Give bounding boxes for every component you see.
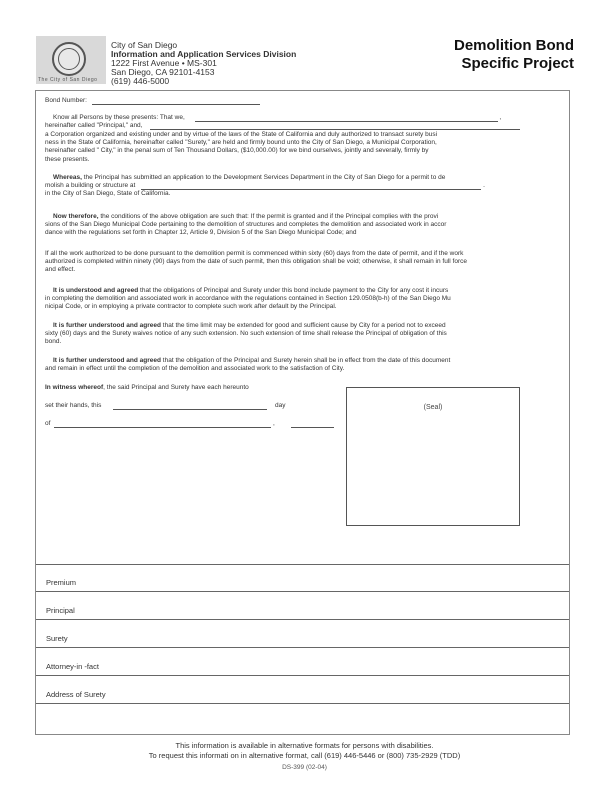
p7-text-a: that the obligation of the Principal and Surety herein shall be in effect from the date of this document: [160, 357, 451, 364]
p1-text-d: ness in the State of California, hereinafter called "Surety," are held and firmly bound unto the City of San Diego, a Municipal Corporation,: [45, 139, 437, 147]
p3-body: [45, 213, 570, 238]
address-line-2: San Diego, CA 92101-4153: [111, 67, 215, 77]
p1-line-a: Know all Persons by these presents: That we, ,: [53, 114, 502, 121]
signature-row-premium[interactable]: [36, 564, 569, 592]
p7-bold: It is further understood and agreed: [53, 357, 161, 364]
day-label: day: [275, 402, 286, 409]
p1-text-f: these presents.: [45, 155, 90, 163]
p5-text-b: in completing the demolition and associated work in accordance with the regulations contained in Section 129.0508(b-h) of the San Diego Mu: [45, 295, 451, 303]
phone: (619) 446-5000: [111, 76, 170, 86]
p6-bold: It is further understood and agreed: [53, 322, 161, 329]
seal-label: (Seal): [423, 404, 443, 411]
p4-text-a: If all the work authorized to be done pursuant to the demolition permit is commenced within sixty (60) days from the date of permit, and if the work: [45, 250, 464, 257]
p1-text-c: a Corporation organized and existing under and by virtue of the laws of the State of California and duly authorized to transact surety busi: [45, 131, 438, 138]
witness-text: , the said Principal and Surety have each hereunto: [103, 384, 249, 391]
footer-line-1: This information is available in alternative formats for persons with disabilities.: [175, 741, 434, 750]
bond-number-row: [45, 97, 260, 105]
attorney-in-fact-label: Attorney-in -fact: [46, 662, 99, 671]
set-hands-line: [45, 402, 285, 410]
seal-box[interactable]: [346, 387, 520, 526]
signature-row-surety[interactable]: [36, 620, 569, 648]
principal-name-field[interactable]: [195, 114, 498, 122]
signature-row-attorney[interactable]: [36, 648, 569, 676]
surety-label: Surety: [46, 634, 68, 643]
of-line: of ,: [45, 420, 334, 428]
p3-text-b: sions of the San Diego Municipal Code pertaining to the demolition of structures and completes the demolition and associated work in accor: [45, 221, 447, 229]
p5-text-c: nicipal Code, or in employing a private contractor to complete such work after default by the Principal.: [45, 303, 337, 311]
set-hands-label: set their hands, this: [45, 402, 102, 409]
witness-bold: In witness whereof: [45, 384, 104, 391]
p2-text-a: the Principal has submitted an application to the Development Services Department in the City of San Diego for a permit to de: [81, 174, 446, 181]
p6-text-a: that the time limit may be extended for good and sufficient cause by City for a period not to exceed: [160, 322, 446, 329]
demolition-address-field[interactable]: [141, 182, 481, 190]
p5-body: [45, 287, 570, 312]
p7-body: [45, 357, 570, 373]
p3-bold: Now therefore,: [53, 213, 99, 220]
witness-line: [45, 384, 249, 392]
p3-text-c: dance with the regulations set forth in Chapter 12, Article 9, Division 5 of the San Diego Municipal Code; and: [45, 229, 357, 237]
dept-line-1: City of San Diego: [111, 40, 178, 50]
p6-body: [45, 322, 570, 347]
bond-number-label: Bond Number:: [45, 97, 87, 104]
day-field[interactable]: [113, 402, 267, 410]
signature-row-address[interactable]: [36, 676, 569, 704]
logo-caption: The City of San Diego: [38, 77, 98, 83]
form-title-line-2: Specific Project: [461, 55, 574, 72]
dept-line-2: Information and Application Services Division: [111, 49, 297, 59]
signature-row-principal[interactable]: [36, 592, 569, 620]
p2-text-b: molish a building or structure at: [45, 182, 136, 190]
month-field[interactable]: [54, 420, 271, 428]
p1-text-b: hereinafter called "Principal," and,: [45, 122, 143, 129]
p1-text-a: Know all Persons by these presents: That we,: [53, 114, 185, 121]
address-line-1: 1222 First Avenue • MS-301: [111, 58, 217, 68]
premium-label: Premium: [46, 578, 77, 587]
address-of-surety-label: Address of Surety: [46, 690, 106, 699]
p1-text-e: hereinafter called " City," in the penal sum of Ten Thousand Dollars, ($10,000.00) for we bind ourselves, jointly and severally, firmly by: [45, 147, 429, 155]
p2-body: Whereas, the Principal has submitted an application to the Development Services Department in the City of San Diego for a permit to de molish a building or structure at . in the City of San Diego, State of California.: [45, 174, 570, 199]
year-field[interactable]: [291, 420, 334, 428]
surety-name-field[interactable]: [150, 122, 520, 130]
p6-text-c: bond.: [45, 338, 62, 346]
city-seal-icon: [52, 42, 86, 76]
form-title-line-1: Demolition Bond: [454, 37, 574, 54]
p3-text-a: the conditions of the above obligation are such that: If the permit is granted and if the Principal complies with the provi: [98, 213, 439, 220]
p7-text-b: and remain in effect until the completion of the demolition and associated work to the satisfaction of City.: [45, 365, 345, 373]
principal-label: Principal: [46, 606, 75, 615]
p4-body: [45, 250, 570, 275]
p4-text-c: and effect.: [45, 266, 76, 274]
p1-body: [45, 131, 565, 164]
p2-text-c: in the City of San Diego, State of California.: [45, 190, 171, 198]
footer-line-2: To request this informati on in alternative format, call (619) 446-5446 or (800) 735-2929 (TDD): [148, 751, 461, 760]
form-number: DS-399 (02-04): [282, 764, 327, 771]
of-label: of: [45, 420, 51, 427]
p5-bold: It is understood and agreed: [53, 287, 139, 294]
p5-text-a: that the obligations of Principal and Surety under this bond include payment to the City for any cost it incurs: [138, 287, 449, 294]
p2-bold: Whereas,: [53, 174, 82, 181]
p1-line-b: [45, 122, 520, 130]
p6-text-b: sixty (60) days and the Surety waives notice of any such extension. No such extension of time shall release the Principal of obligation of this: [45, 330, 447, 338]
bond-number-field[interactable]: [92, 97, 260, 105]
p4-text-b: authorized is completed within ninety (90) days from the date of such permit, then this obligation shall be void; otherwise, it shall remain in full force: [45, 258, 467, 266]
